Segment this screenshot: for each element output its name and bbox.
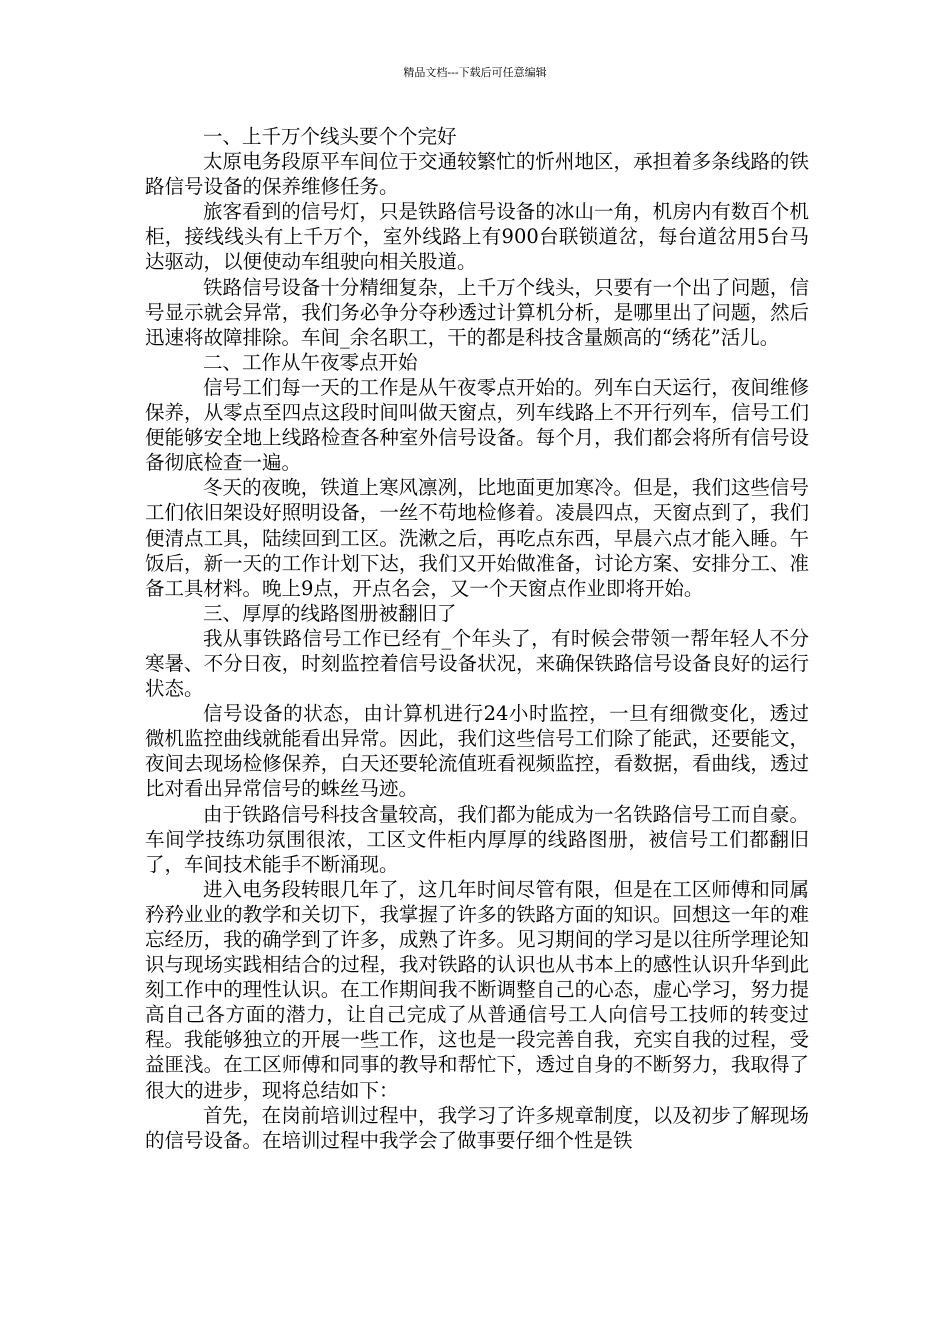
paragraph: 铁路信号设备十分精细复杂，上千万个线头，只要有一个出了问题，信号显示就会异常，我们务必争分夺秒透过计算机分析，是哪里出了问题，然后迅速将故障排除。车间_余名职工，干的都是科技含量颇高的“绣花”活儿。 — [145, 275, 809, 349]
section-heading-1: 一、上千万个线头要个个完好 — [203, 125, 457, 148]
paragraph: 我从事铁路信号工作已经有_个年头了，有时候会带领一帮年轻人不分寒暑、不分日夜，时刻监控着信号设备状况，来确保铁路信号设备良好的运行状态。 — [145, 626, 809, 701]
paragraph: 信号设备的状态，由计算机进行24小时监控，一旦有细微变化，透过微机监控曲线就能看出异常。因此，我们这些信号工们除了能武，还要能文，夜间去现场检修保养，白天还要轮流值班看视频监控，看数据，看曲线，透过比对看出异常信号的蛛丝马迹。 — [145, 702, 809, 801]
paragraph: 首先，在岗前培训过程中，我学习了许多规章制度，以及初步了解现场的信号设备。在培训过程中我学会了做事要仔细个性是铁 — [145, 1103, 809, 1152]
paragraph: 旅客看到的信号灯，只是铁路信号设备的冰山一角，机房内有数百个机柜，接线线头有上千万个，室外线路上有900台联锁道岔，每台道岔用5台马达驱动，以便使动车组驶向相关股道。 — [145, 200, 809, 274]
paragraph: 冬天的夜晚，铁道上寒风凛冽，比地面更加寒冷。但是，我们这些信号工们依旧架设好照明设备，一丝不苟地检修着。凌晨四点，天窗点到了，我们便清点工具，陆续回到工区。洗漱之后，再吃点东西，早晨六点才能入睡。午饭后，新一天的工作计划下达，我们又开始做准备，讨论方案、安排分工、准备工具材料。晚上9点，开点名会，又一个天窗点作业即将开始。 — [145, 476, 809, 600]
paragraph: 太原电务段原平车间位于交通较繁忙的忻州地区，承担着多条线路的铁路信号设备的保养维修任务。 — [145, 150, 809, 199]
paragraph: 由于铁路信号科技含量较高，我们都为能成为一名铁路信号工而自豪。车间学技练功氛围很浓，工区文件柜内厚厚的线路图册，被信号工们都翻旧了，车间技术能手不断涌现。 — [145, 802, 809, 876]
section-heading-3: 三、厚厚的线路图册被翻旧了 — [203, 601, 457, 625]
section-heading-2: 二、工作从午夜零点开始 — [203, 350, 418, 374]
document-body — [145, 124, 809, 1153]
paragraph: 进入电务段转眼几年了，这几年时间尽管有限，但是在工区师傅和同属矜矜业业的教学和关切下，我掌握了许多的铁路方面的知识。回想这一年的难忘经历，我的确学到了许多，成熟了许多。见习期间的学习是以往所学理论知识与现场实践相结合的过程，我对铁路的认识也从书本上的感性认识升华到此刻工作中的理性认识。在工作期间我不断调整自己的心态，虚心学习，努力提高自己各方面的潜力，让自己完成了从普通信号工人向信号工技师的转变过程。我能够独立的开展一些工作，这也是一段完善自我，充实自我的过程，受益匪浅。在工区师傅和同事的教导和帮忙下，透过自身的不断努力，我取得了很大的进步，现将总结如下： — [145, 877, 809, 1102]
page-header-note: 精品文档---下载后可任意编辑 — [403, 66, 547, 79]
paragraph: 信号工们每一天的工作是从午夜零点开始的。列车白天运行，夜间维修保养，从零点至四点这段时间叫做天窗点，列车线路上不开行列车，信号工们便能够安全地上线路检查各种室外信号设备。每个月，我们都会将所有信号设备彻底检查一遍。 — [145, 375, 809, 475]
